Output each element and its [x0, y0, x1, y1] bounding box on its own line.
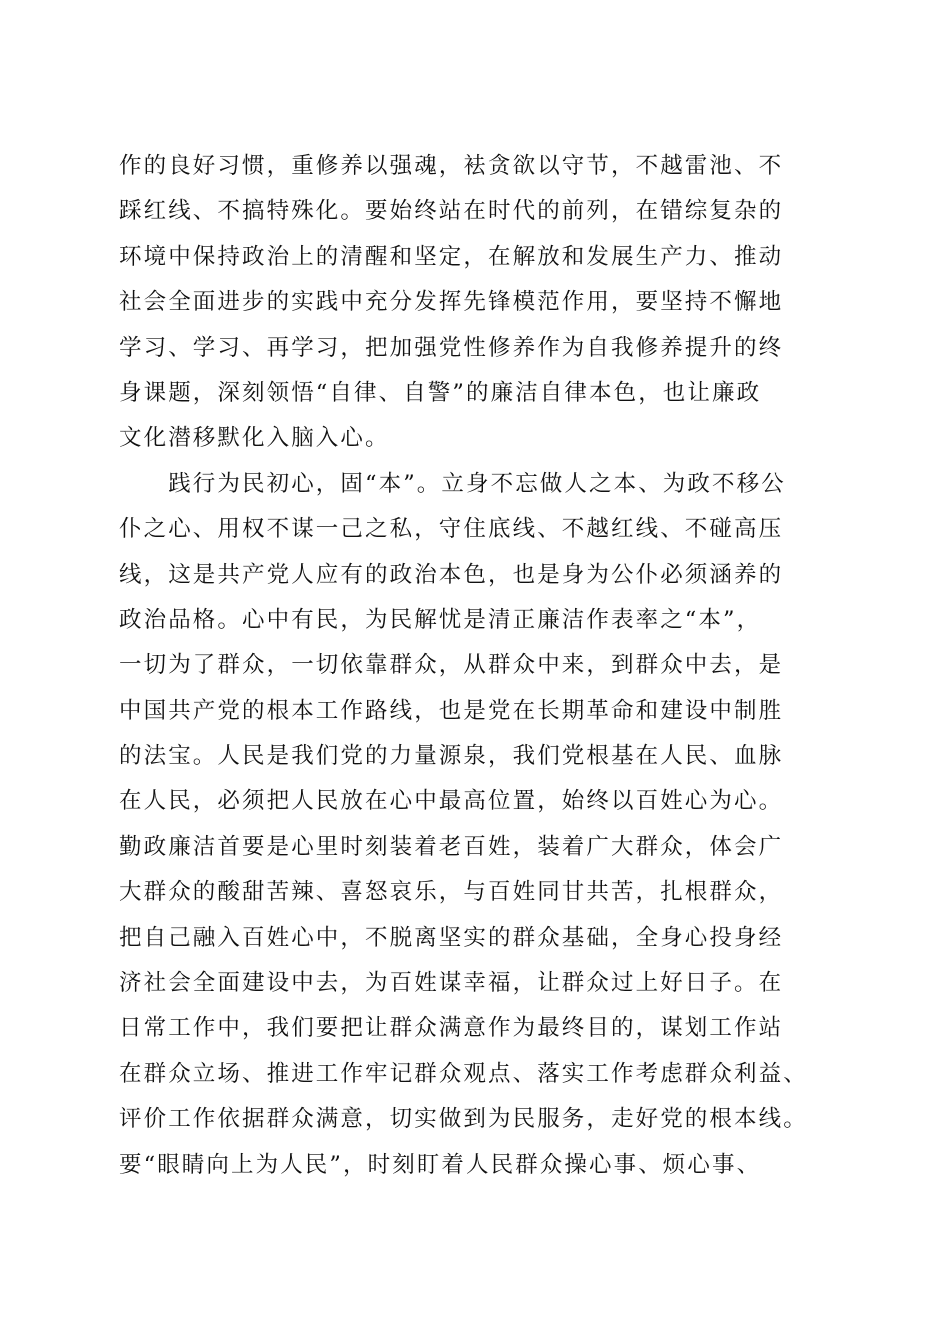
text-line: 一切为了群众，一切依靠群众，从群众中来，到群众中去，是	[119, 652, 784, 679]
text-line: 身课题，深刻领悟“自律、自警”的廉洁自律本色，也让廉政	[119, 379, 762, 406]
text-line: 的法宝。人民是我们党的力量源泉，我们党根基在人民、血脉	[119, 743, 784, 770]
text-line: 济社会全面建设中去，为百姓谋幸福，让群众过上好日子。在	[119, 970, 784, 997]
paragraph-start-line: 践行为民初心，固“本”。立身不忘做人之本、为政不移公	[119, 470, 786, 497]
text-line: 评价工作依据群众满意，切实做到为民服务，走好党的根本线。	[119, 1106, 808, 1133]
text-line: 大群众的酸甜苦辣、喜怒哀乐，与百姓同甘共苦，扎根群众，	[119, 879, 784, 906]
document-body-text	[119, 144, 839, 1188]
text-line: 把自己融入百姓心中，不脱离坚实的群众基础，全身心投身经	[119, 924, 784, 951]
text-line: 在群众立场、推进工作牢记群众观点、落实工作考虑群众利益、	[119, 1060, 808, 1087]
text-line: 在人民，必须把人民放在心中最高位置，始终以百姓心为心。	[119, 788, 784, 815]
text-line: 中国共产党的根本工作路线，也是党在长期革命和建设中制胜	[119, 697, 784, 724]
text-line: 仆之心、用权不谋一己之私，守住底线、不越红线、不碰高压	[119, 516, 784, 543]
text-line: 社会全面进步的实践中充分发挥先锋模范作用，要坚持不懈地	[119, 289, 784, 316]
text-line: 作的良好习惯，重修养以强魂，袪贪欲以守节，不越雷池、不	[119, 153, 784, 179]
text-line: 政治品格。心中有民，为民解忧是清正廉洁作表率之“本”，	[119, 606, 762, 633]
text-line: 文化潜移默化入脑入心。	[119, 425, 390, 452]
text-line: 要“眼睛向上为人民”，时刻盯着人民群众操心事、烦心事、	[119, 1151, 762, 1178]
text-line: 勤政廉洁首要是心里时刻装着老百姓，装着广大群众，体会广	[119, 833, 784, 860]
text-line: 踩红线、不搞特殊化。要始终站在时代的前列，在错综复杂的	[119, 198, 784, 225]
text-line: 学习、学习、再学习，把加强党性修养作为自我修养提升的终	[119, 334, 784, 361]
text-line: 线，这是共产党人应有的政治本色，也是身为公仆必须涵养的	[119, 561, 784, 588]
text-line: 环境中保持政治上的清醒和坚定，在解放和发展生产力、推动	[119, 243, 784, 270]
text-line: 日常工作中，我们要把让群众满意作为最终目的，谋划工作站	[119, 1015, 784, 1042]
